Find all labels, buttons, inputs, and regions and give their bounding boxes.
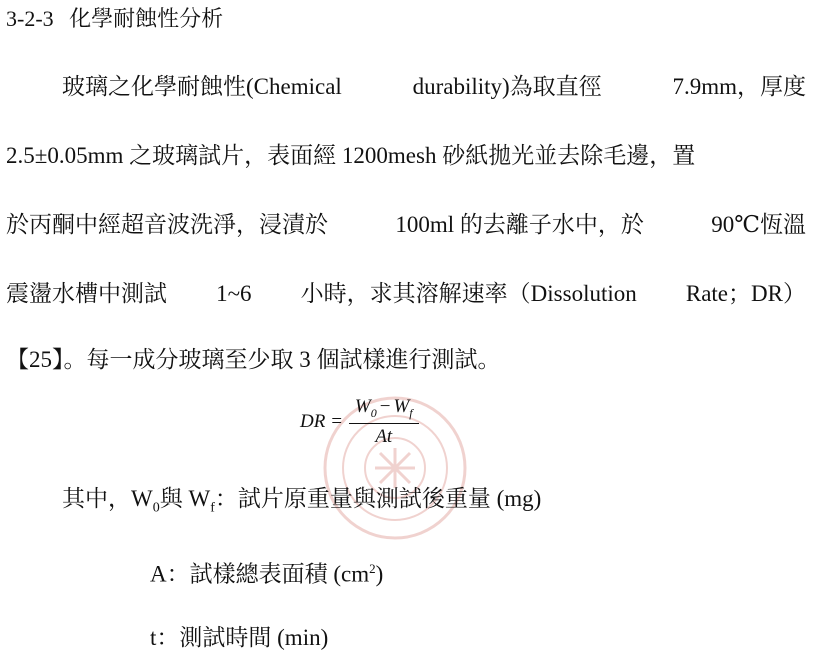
section-number: 3-2-3 bbox=[6, 6, 54, 31]
text-span: 於丙酮中經超音波洗淨，浸漬於 bbox=[6, 212, 328, 237]
dissolution-rate-formula bbox=[300, 396, 419, 448]
definition-area bbox=[150, 554, 383, 590]
text-span: ：試片原重量與測試後重量 (mg) bbox=[214, 486, 542, 511]
formula-numerator bbox=[349, 396, 419, 424]
section-title: 化學耐蝕性分析 bbox=[69, 6, 224, 31]
superscript: 2 bbox=[369, 561, 376, 576]
text-span: 90℃恆溫 bbox=[711, 212, 806, 237]
text-span: Rate；DR） bbox=[685, 281, 806, 306]
formula-sub-0: 0 bbox=[370, 405, 377, 420]
paragraph-line-1 bbox=[62, 72, 806, 102]
section-heading bbox=[6, 4, 223, 34]
text-span: 與 W bbox=[159, 486, 211, 511]
text-span: 7.9mm，厚度 bbox=[672, 74, 806, 99]
subscript: f bbox=[210, 500, 215, 516]
formula-fraction bbox=[349, 396, 419, 448]
formula-sub-f: f bbox=[409, 405, 413, 420]
formula-w0: W bbox=[354, 396, 371, 417]
paragraph-line-5: 【25】。每一成分玻璃至少取 3 個試樣進行測試。 bbox=[6, 347, 501, 372]
paragraph-line-3 bbox=[6, 210, 806, 240]
paragraph-line-2: 2.5±0.05mm 之玻璃試片，表面經 1200mesh 砂紙拋光並去除毛邊，置 bbox=[6, 143, 696, 168]
text-span: 100ml 的去離子水中，於 bbox=[395, 212, 644, 237]
text-span: 玻璃之化學耐蝕性(Chemical bbox=[62, 74, 342, 99]
formula-minus: − bbox=[379, 396, 391, 417]
text-span: 1~6 bbox=[216, 281, 252, 306]
definition-weights bbox=[62, 484, 541, 524]
formula-wf: W bbox=[393, 396, 410, 417]
formula-lhs: DR = bbox=[300, 410, 343, 432]
text-span: durability)為取直徑 bbox=[412, 74, 602, 99]
subscript: 0 bbox=[152, 500, 160, 516]
text-span: ) bbox=[375, 561, 384, 587]
formula-denominator: At bbox=[375, 425, 393, 447]
paragraph-line-4 bbox=[6, 279, 806, 309]
text-span: A：試樣總表面積 (cm bbox=[150, 561, 370, 587]
text-span: 小時，求其溶解速率（Dissolution bbox=[300, 281, 637, 306]
text-span: 其中，W bbox=[62, 486, 153, 511]
text-span: 震盪水槽中測試 bbox=[6, 281, 167, 306]
definition-time: t：測試時間 (min) bbox=[150, 625, 329, 650]
